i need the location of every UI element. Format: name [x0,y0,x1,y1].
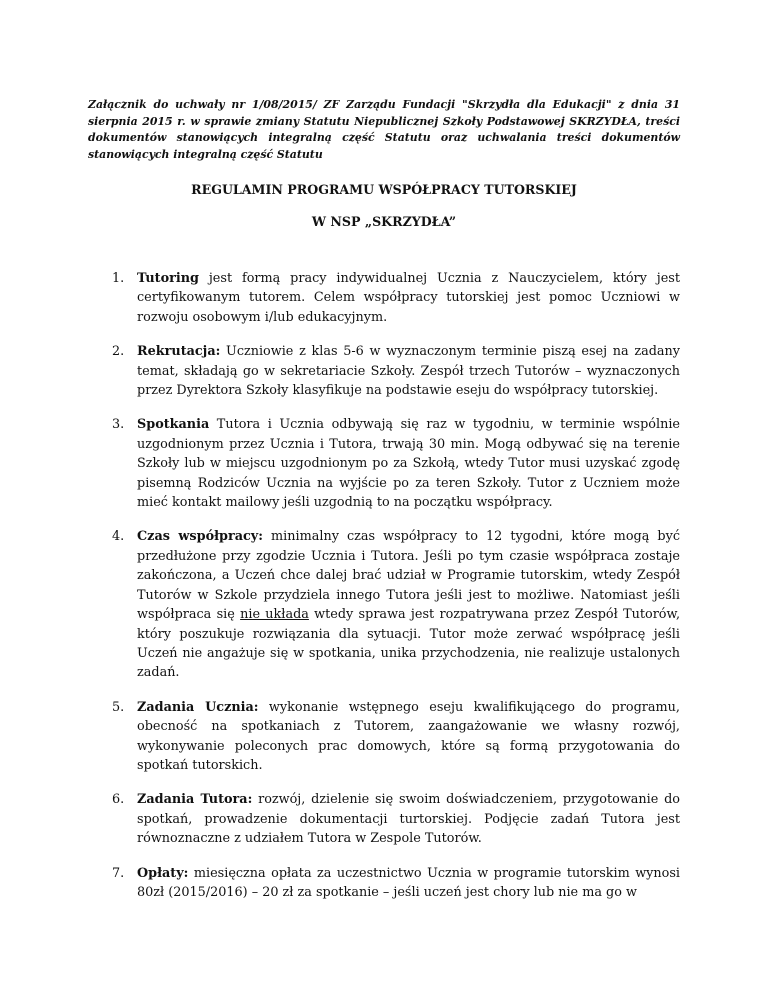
list-item-tutor-tasks [88,790,680,848]
item-underlined-text: nie układa [240,607,309,623]
list-item-tutoring [88,269,680,327]
item-body [136,269,680,327]
item-term: Spotkania [137,417,210,433]
attachment-note: Załącznik do uchwały nr 1/08/2015/ ZF Zarządu Fundacji "Skrzydła dla Edukacji" z dnia 31 sierpnia 2015 r. w sprawie zmiany Statutu Niepublicznej Szkoły Podstawowej SKRZYDŁA, treści dokumentów stanowiących integralną część Statutu oraz uchwalania treści dokumentów stanowiących integralną część Statutu [88,98,680,161]
item-text: Tutora i Ucznia odbywają się raz w tygodniu, w terminie wspólnie uzgodnionym przez Ucznia i Tutora, trwają 30 min. Mogą odbywać się na terenie Szkoły lub w miejscu uzgodnionym po za Szkołą, wtedy Tutor musi uzyskać zgodę pisemną Rodziców Ucznia na wyjście po za teren Szkoły. Tutor z Uczniem może mieć kontakt mailowy jeśli uzgodnią to na początku współpracy. [137,417,680,511]
item-text: Uczniowie z klas 5-6 w wyznaczonym terminie piszą esej na zadany temat, składają go w sekretariacie Szkoły. Zespół trzech Tutorów – wyznaczonych przez Dyrektora Szkoły klasyfikuje na podstawie eseju do współpracy tutorskiej. [137,344,680,399]
list-item-meetings [88,415,680,512]
item-text: jest formą pracy indywidualnej Ucznia z Nauczycielem, który jest certyfikowanym tutorem. Celem współpracy tutorskiej jest pomoc Uczniowi w rozwoju osobowym i/lub edukacyjnym. [137,271,680,325]
list-item-recruitment [88,342,680,400]
item-body [136,790,680,848]
list-item-duration [88,527,680,682]
item-body [136,342,680,400]
regulation-list [88,269,680,902]
item-text: wtedy sprawa jest rozpatrywana przez Zespół Tutorów, który poszukuje rozwiązania dla sytuacji. Tutor może zerwać współpracę jeśli Uczeń nie angażuje się w spotkania, unika przychodzenia, nie realizuje ustalonych zadań. [137,607,681,681]
item-term: Tutoring [137,271,199,286]
item-number: 5. [112,699,125,715]
item-number: 3. [112,417,125,433]
item-term: Zadania Tutora: [137,792,253,808]
item-text: miesięczna opłata za uczestnictwo Ucznia w programie tutorskim wynosi 80zł (2015/2016) – 20 zł za spotkanie – jeśli uczeń jest chory lub nie ma go w [137,865,680,900]
list-item-student-tasks [88,698,680,776]
item-body [136,698,680,776]
item-body [136,527,680,682]
item-text: minimalny czas współpracy to 12 tygodni, które mogą być przedłużone przy zgodzie Ucznia i Tutora. Jeśli po tym czasie współpraca zostaje zakończona, a Uczeń chce dalej brać udział w Programie tutorskim, wtedy Zespół Tutorów w Szkole przydziela innego Tutora jeśli jest to możliwe. Natomiast jeśli współpraca się [137,529,680,623]
item-number: 4. [112,529,125,545]
item-number: 6. [112,792,125,808]
item-text: rozwój, dzielenie się swoim doświadczeniem, przygotowanie do spotkań, prowadzenie dokumentacji turtorskiej. Podjęcie zadań Tutora jest równoznaczne z udziałem Tutora w Zespole Tutorów. [137,792,680,847]
item-term: Zadania Ucznia: [137,699,259,715]
item-body [136,864,680,903]
item-term: Czas współpracy: [137,529,263,545]
document-subtitle: W NSP „SKRZYDŁA” [311,214,457,229]
item-number: 7. [112,865,125,881]
item-term: Opłaty: [137,865,189,881]
item-number: 2. [112,344,125,360]
item-term: Rekrutacja: [137,344,221,360]
list-item-fees [88,864,680,903]
item-body [136,415,680,512]
item-text: wykonanie wstępnego eseju kwalifikującego do programu, obecność na spotkaniach z Tutorem, zaangażowanie we własny rozwój, wykonywanie poleconych prac domowych, które są formą przygotowania do spotkań tutorskich. [137,699,680,773]
document-title: REGULAMIN PROGRAMU WSPÓŁPRACY TUTORSKIEJ [191,182,577,197]
item-number: 1. [112,271,125,286]
